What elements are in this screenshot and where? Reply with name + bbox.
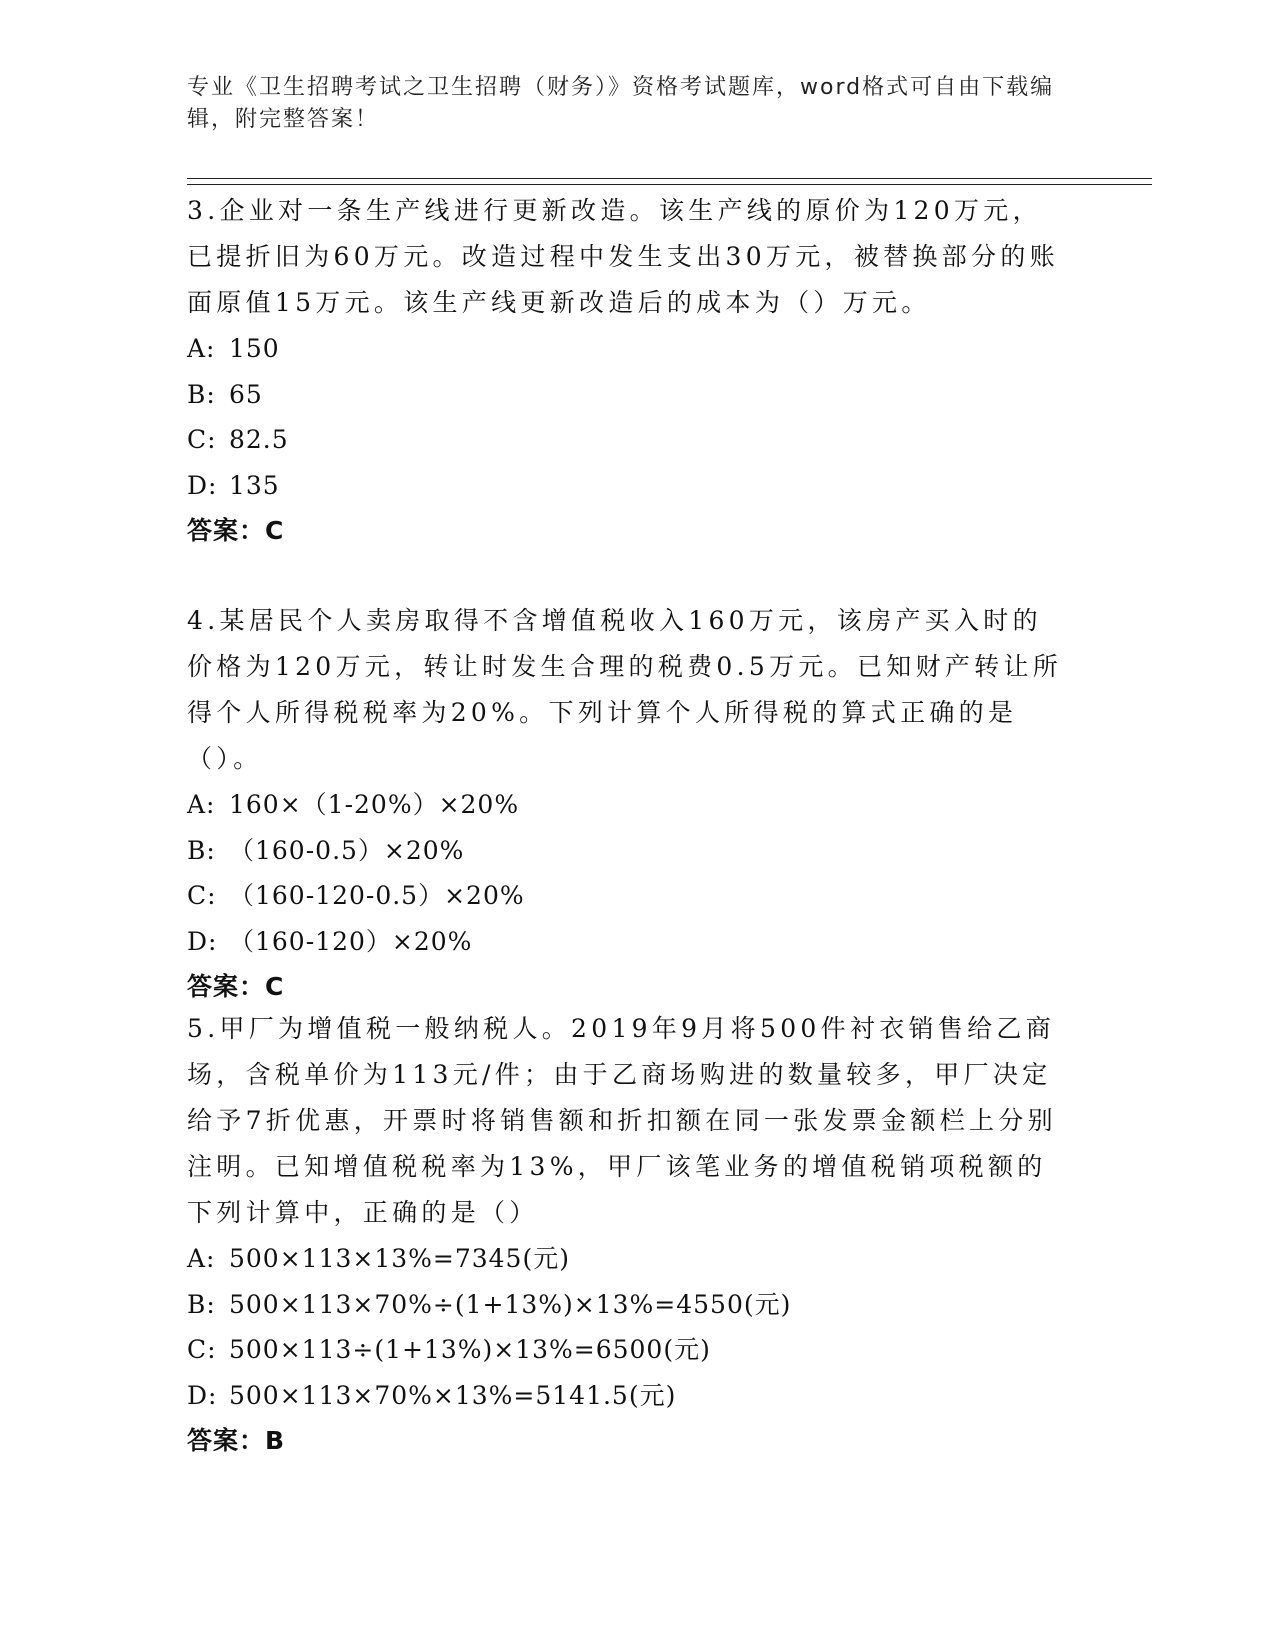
option-text: 82.5 — [229, 425, 289, 454]
answer-label: 答案：C — [187, 516, 285, 545]
option-a — [187, 1236, 1067, 1282]
question-stem: 5.甲厂为增值税一般纳税人。2019年9月将500件衬衣销售给乙商场，含税单价为113元/件；由于乙商场购进的数量较多，甲厂决定给予7折优惠，开票时将销售额和折扣额在同一张发票金额栏上分别注明。已知增值税税率为13%，甲厂该笔业务的增值税销项税额的下列计算中，正确的是（） — [187, 1014, 1057, 1227]
option-b — [187, 1282, 1067, 1328]
option-text: 150 — [229, 334, 280, 363]
question-4 — [187, 598, 1067, 1009]
option-b — [187, 828, 1067, 874]
option-text: 135 — [229, 470, 280, 500]
header-divider-bottom — [187, 184, 1152, 185]
question-stem: 4.某居民个人卖房取得不含增值税收入160万元，该房产买入时的价格为120万元，转让时发生合理的税费0.5万元。已知财产转让所得个人所得税税率为20%。下列计算个人所得税的算式正确的是（）。 — [187, 606, 1063, 773]
option-text: 500×113÷(1+13%)×13%=6500(元) — [229, 1335, 711, 1364]
option-letter: C: — [187, 1335, 217, 1364]
option-letter: B: — [187, 835, 216, 865]
option-text: （160-120-0.5）×20% — [229, 881, 525, 910]
option-text: （160-0.5）×20% — [229, 835, 465, 865]
option-text: （160-120）×20% — [229, 926, 473, 956]
option-letter: D: — [187, 926, 218, 956]
header-divider-top — [187, 178, 1152, 179]
option-d — [187, 463, 1067, 509]
option-letter: D: — [187, 470, 218, 500]
option-c — [187, 417, 1067, 463]
question-3 — [187, 188, 1067, 553]
option-d — [187, 919, 1067, 965]
answer-label: 答案：C — [187, 972, 285, 1001]
option-text: 500×113×70%÷(1+13%)×13%=4550(元) — [229, 1289, 792, 1319]
option-text: 500×113×13%=7345(元) — [229, 1244, 570, 1273]
option-letter: C: — [187, 425, 217, 454]
option-c — [187, 1327, 1067, 1373]
option-letter: A: — [187, 334, 216, 363]
option-b — [187, 372, 1067, 418]
option-letter: D: — [187, 1380, 218, 1410]
question-5 — [187, 1006, 1067, 1463]
question-stem: 3.企业对一条生产线进行更新改造。该生产线的原价为120万元，已提折旧为60万元。改造过程中发生支出30万元，被替换部分的账面原值15万元。该生产线更新改造后的成本为（）万元。 — [187, 196, 1059, 317]
option-c — [187, 873, 1067, 919]
option-a — [187, 326, 1067, 372]
option-letter: A: — [187, 1244, 216, 1273]
option-text: 160×（1-20%）×20% — [229, 790, 520, 819]
option-letter: B: — [187, 1289, 216, 1319]
option-d — [187, 1373, 1067, 1419]
option-text: 65 — [229, 379, 263, 409]
document-header: 专业《卫生招聘考试之卫生招聘（财务）》资格考试题库，word格式可自由下载编辑，附完整答案！ — [187, 75, 1055, 132]
option-letter: A: — [187, 790, 216, 819]
option-text: 500×113×70%×13%=5141.5(元) — [229, 1380, 677, 1410]
option-letter: C: — [187, 881, 217, 910]
answer-label: 答案：B — [187, 1426, 286, 1455]
option-letter: B: — [187, 379, 216, 409]
option-a — [187, 782, 1067, 828]
